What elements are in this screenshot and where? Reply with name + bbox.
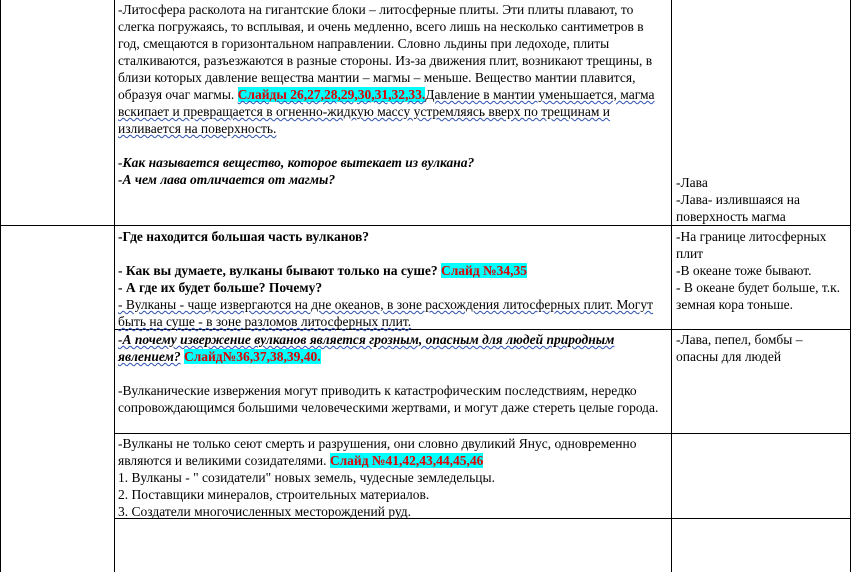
table-cell-row4-main <box>118 435 668 520</box>
table-row-divider-3 <box>114 433 851 434</box>
question-text: -А почему извержение вулканов является грозным, опасным для людей природным явлением? <box>118 332 615 364</box>
question <box>118 331 668 365</box>
paragraph-text: -Вулканические извержения могут приводить к катастрофическим последствиям, нередко сопровождающимся большими человеческими жертвами, и могут даже стереть целые города. <box>118 383 659 415</box>
paragraph-lithosphere <box>118 1 668 137</box>
answer-text: -В океане тоже бывают. <box>676 263 812 278</box>
table-cell-row1-main <box>118 1 668 188</box>
paragraph-text: Давление в мантии уменьшается, магма вскипает и превращается в огненно-жидкую массу устремляясь вверх по трещинам и изливается на поверхность. <box>118 87 655 136</box>
table-border-right <box>850 0 851 572</box>
table-cell-row2-main <box>118 228 668 330</box>
question: - А где их будет больше? Почему? <box>118 280 323 295</box>
spacer <box>118 137 668 154</box>
table-row-divider-1 <box>0 225 851 226</box>
slide-reference: Слайд№36,37,38,39,40. <box>183 349 321 364</box>
question: -Где находится большая часть вулканов? <box>118 229 370 244</box>
question: -Как называется вещество, которое вытекает из вулкана? <box>118 155 475 170</box>
spacer <box>118 365 668 382</box>
spacer <box>118 245 668 262</box>
paragraph-text <box>118 296 668 330</box>
table-cell-row3-answer <box>676 331 848 365</box>
list-item: 2. Поставщики минералов, строительных материалов. <box>118 487 430 502</box>
answer-text: -На границе литосферных плит <box>676 229 827 261</box>
table-column-divider-1 <box>114 0 115 572</box>
slide-reference: Слайды 26,27,28,29,30,31,32,33. <box>237 87 426 102</box>
question: -А чем лава отличается от магмы? <box>118 172 336 187</box>
question-text: - Как вы думаете, вулканы бывают только на суше? <box>118 263 438 278</box>
list-item: 3. Создатели многочисленных месторождений руд. <box>118 504 412 519</box>
table-column-divider-2 <box>671 0 672 572</box>
answer-text: -Лава <box>676 175 708 190</box>
table-cell-row3-main <box>118 331 668 416</box>
paragraph-text: -Литосфера расколота на гигантские блоки – литосферные плиты. Эти плиты плавают, то слегка погружаясь, то всплывая, и очень медленно, всего лишь на несколько сантиметров в год, смещаются в горизонтальном направлении. Словно льдины при ледоходе, плиты сталкиваются, разъезжаются в разные стороны. Из-за движения плит, возникают трещины, в близи которых давление вещества мантии – магмы – меньше. Вещество мантии плавится, образуя очаг магмы. <box>118 2 653 102</box>
paragraph-text-span: -Вулканы не только сеют смерть и разрушения, они словно двуликий Янус, одновременно являются и великими созидателями. <box>118 436 637 468</box>
slide-reference: Слайд №41,42,43,44,45,46 <box>329 453 484 468</box>
question <box>118 262 668 279</box>
table-border-left <box>0 0 1 572</box>
answer-text: - В океане будет больше, т.к. земная кора тоньше. <box>676 280 841 312</box>
paragraph-text-span: - Вулканы - чаще извергаются на дне океанов, в зоне расхождения литосферных плит. Могут быть на суше - в зоне разломов литосферных плит. <box>118 297 653 329</box>
paragraph-text <box>118 435 668 469</box>
list-item: 1. Вулканы - " созидатели" новых земель, чудесные земледельцы. <box>118 470 495 485</box>
answer-text: -Лава, пепел, бомбы – опасны для людей <box>676 332 803 364</box>
table-cell-row2-answer <box>676 228 848 313</box>
answer-text: -Лава- излившаяся на поверхность магма <box>676 192 800 224</box>
slide-reference: Слайд №34,35 <box>440 263 527 278</box>
table-cell-row1-answer <box>676 174 848 225</box>
